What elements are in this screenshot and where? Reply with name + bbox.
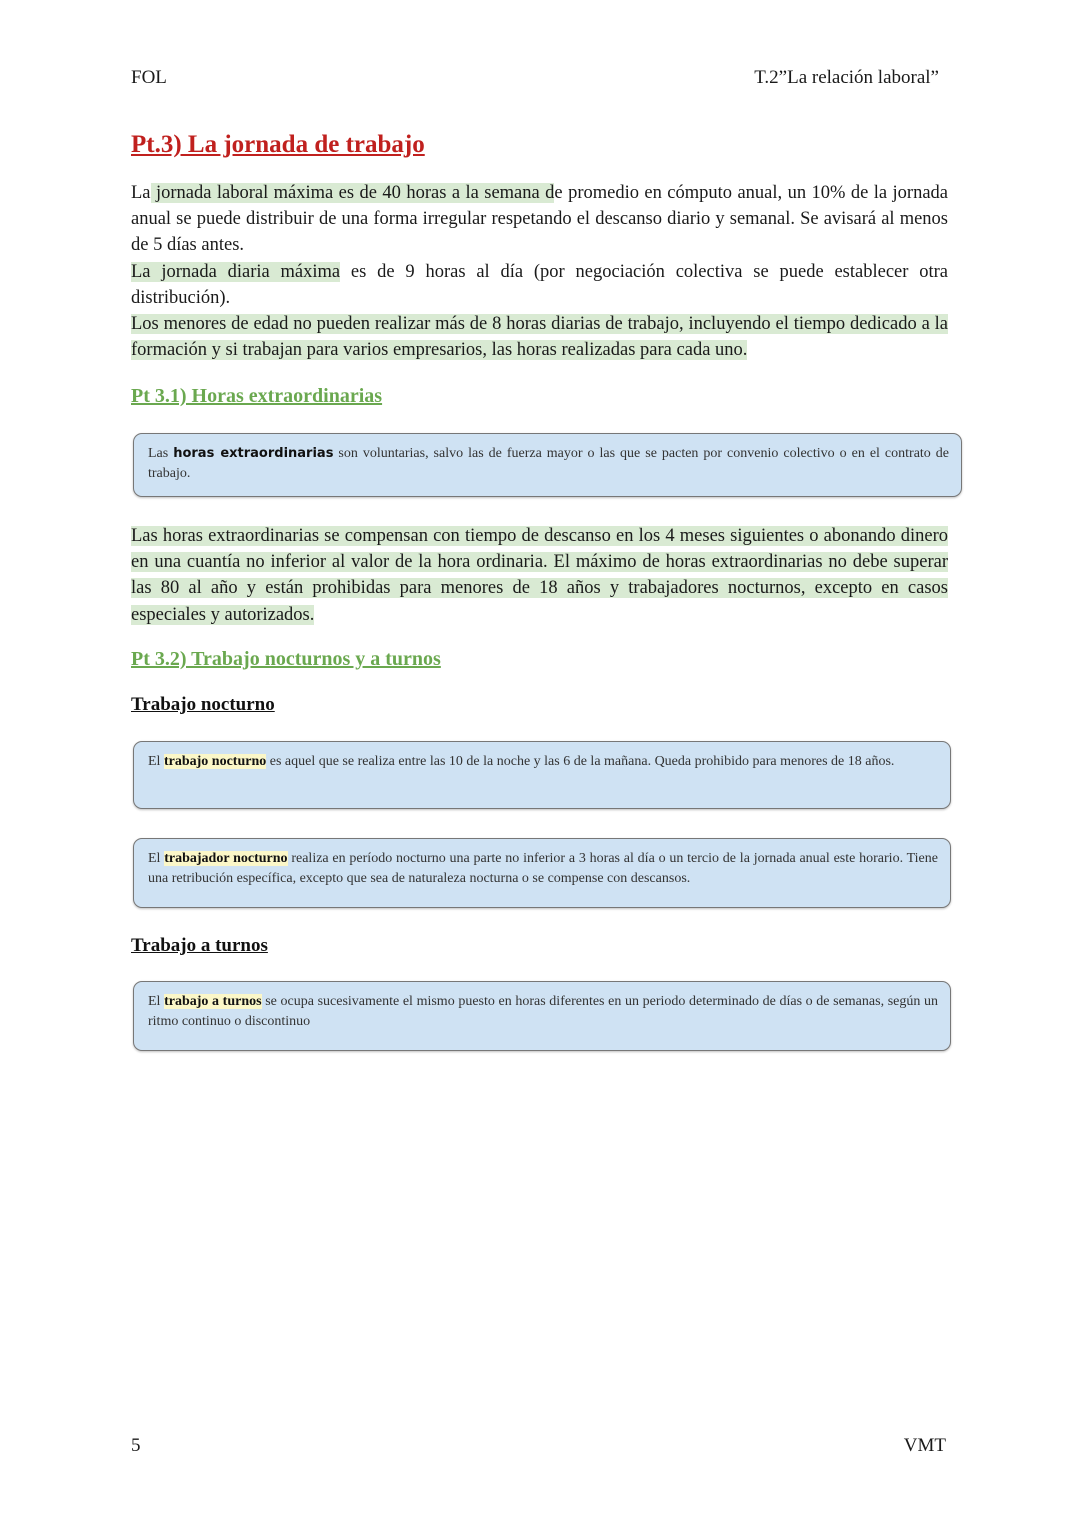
paragraph-jornada-diaria: La jornada diaria máxima es de 9 horas al día (por negociación colectiva se puede establecer otra distribución). xyxy=(131,261,948,308)
definition-box-trabajador-nocturno: El trabajador nocturno realiza en período nocturno una parte no inferior a 3 horas al día o un tercio de la jornada anual este horario. Tiene una retribución específica, excepto que sea de naturaleza nocturna o se compense con descansos. xyxy=(133,838,951,908)
definition-box-trabajo-nocturno: El trabajo nocturno es aquel que se realiza entre las 10 de la noche y las 6 de la mañana. Queda prohibido para menores de 18 años. xyxy=(133,741,951,809)
paragraph-horas-extra: Las horas extraordinarias se compensan con tiempo de descanso en los 4 meses siguientes o abonando dinero en una cuantía no inferior al valor de la hora ordinaria. El máximo de horas extraordinarias no debe superar las 80 al año y están prohibidas para menores de 18 años y trabajadores nocturnos, excepto en casos especiales y autorizados. xyxy=(131,526,948,625)
paragraph-jornada-laboral: La jornada laboral máxima es de 40 horas a la semana de promedio en cómputo anual, un 10% de la jornada anual se puede distribuir de una forma irregular respetando el descanso diario y semanal. Se avisará al menos de 5 días antes. xyxy=(131,183,949,256)
subsection-title-horas-extra: Pt 3.1) Horas extraordinarias xyxy=(131,385,383,407)
footer-author: VMT xyxy=(903,1435,946,1456)
definition-box-trabajo-turnos: El trabajo a turnos se ocupa sucesivamente el mismo puesto en horas diferentes en un periodo determinado de días o de semanas, según un ritmo continuo o discontinuo xyxy=(133,981,951,1051)
horas-extra-body xyxy=(131,523,948,628)
subheading-trabajo-nocturno: Trabajo nocturno xyxy=(131,694,275,715)
section-body xyxy=(131,180,948,363)
subsection-title-nocturno-turnos: Pt 3.2) Trabajo nocturnos y a turnos xyxy=(131,648,441,670)
definition-box-horas-extra: Las horas extraordinarias son voluntarias, salvo las de fuerza mayor o las que se pacten por convenio colectivo o en el contrato de trabajo. xyxy=(133,433,962,497)
paragraph-menores: Los menores de edad no pueden realizar más de 8 horas diarias de trabajo, incluyendo el tiempo dedicado a la formación y si trabajan para varios empresarios, las horas realizadas para cada uno. xyxy=(131,314,948,361)
header-subject: FOL xyxy=(131,67,167,88)
subheading-trabajo-turnos: Trabajo a turnos xyxy=(131,935,268,956)
section-title: Pt.3) La jornada de trabajo xyxy=(131,131,425,158)
page-number: 5 xyxy=(131,1435,141,1456)
header-topic: T.2”La relación laboral” xyxy=(754,67,939,88)
